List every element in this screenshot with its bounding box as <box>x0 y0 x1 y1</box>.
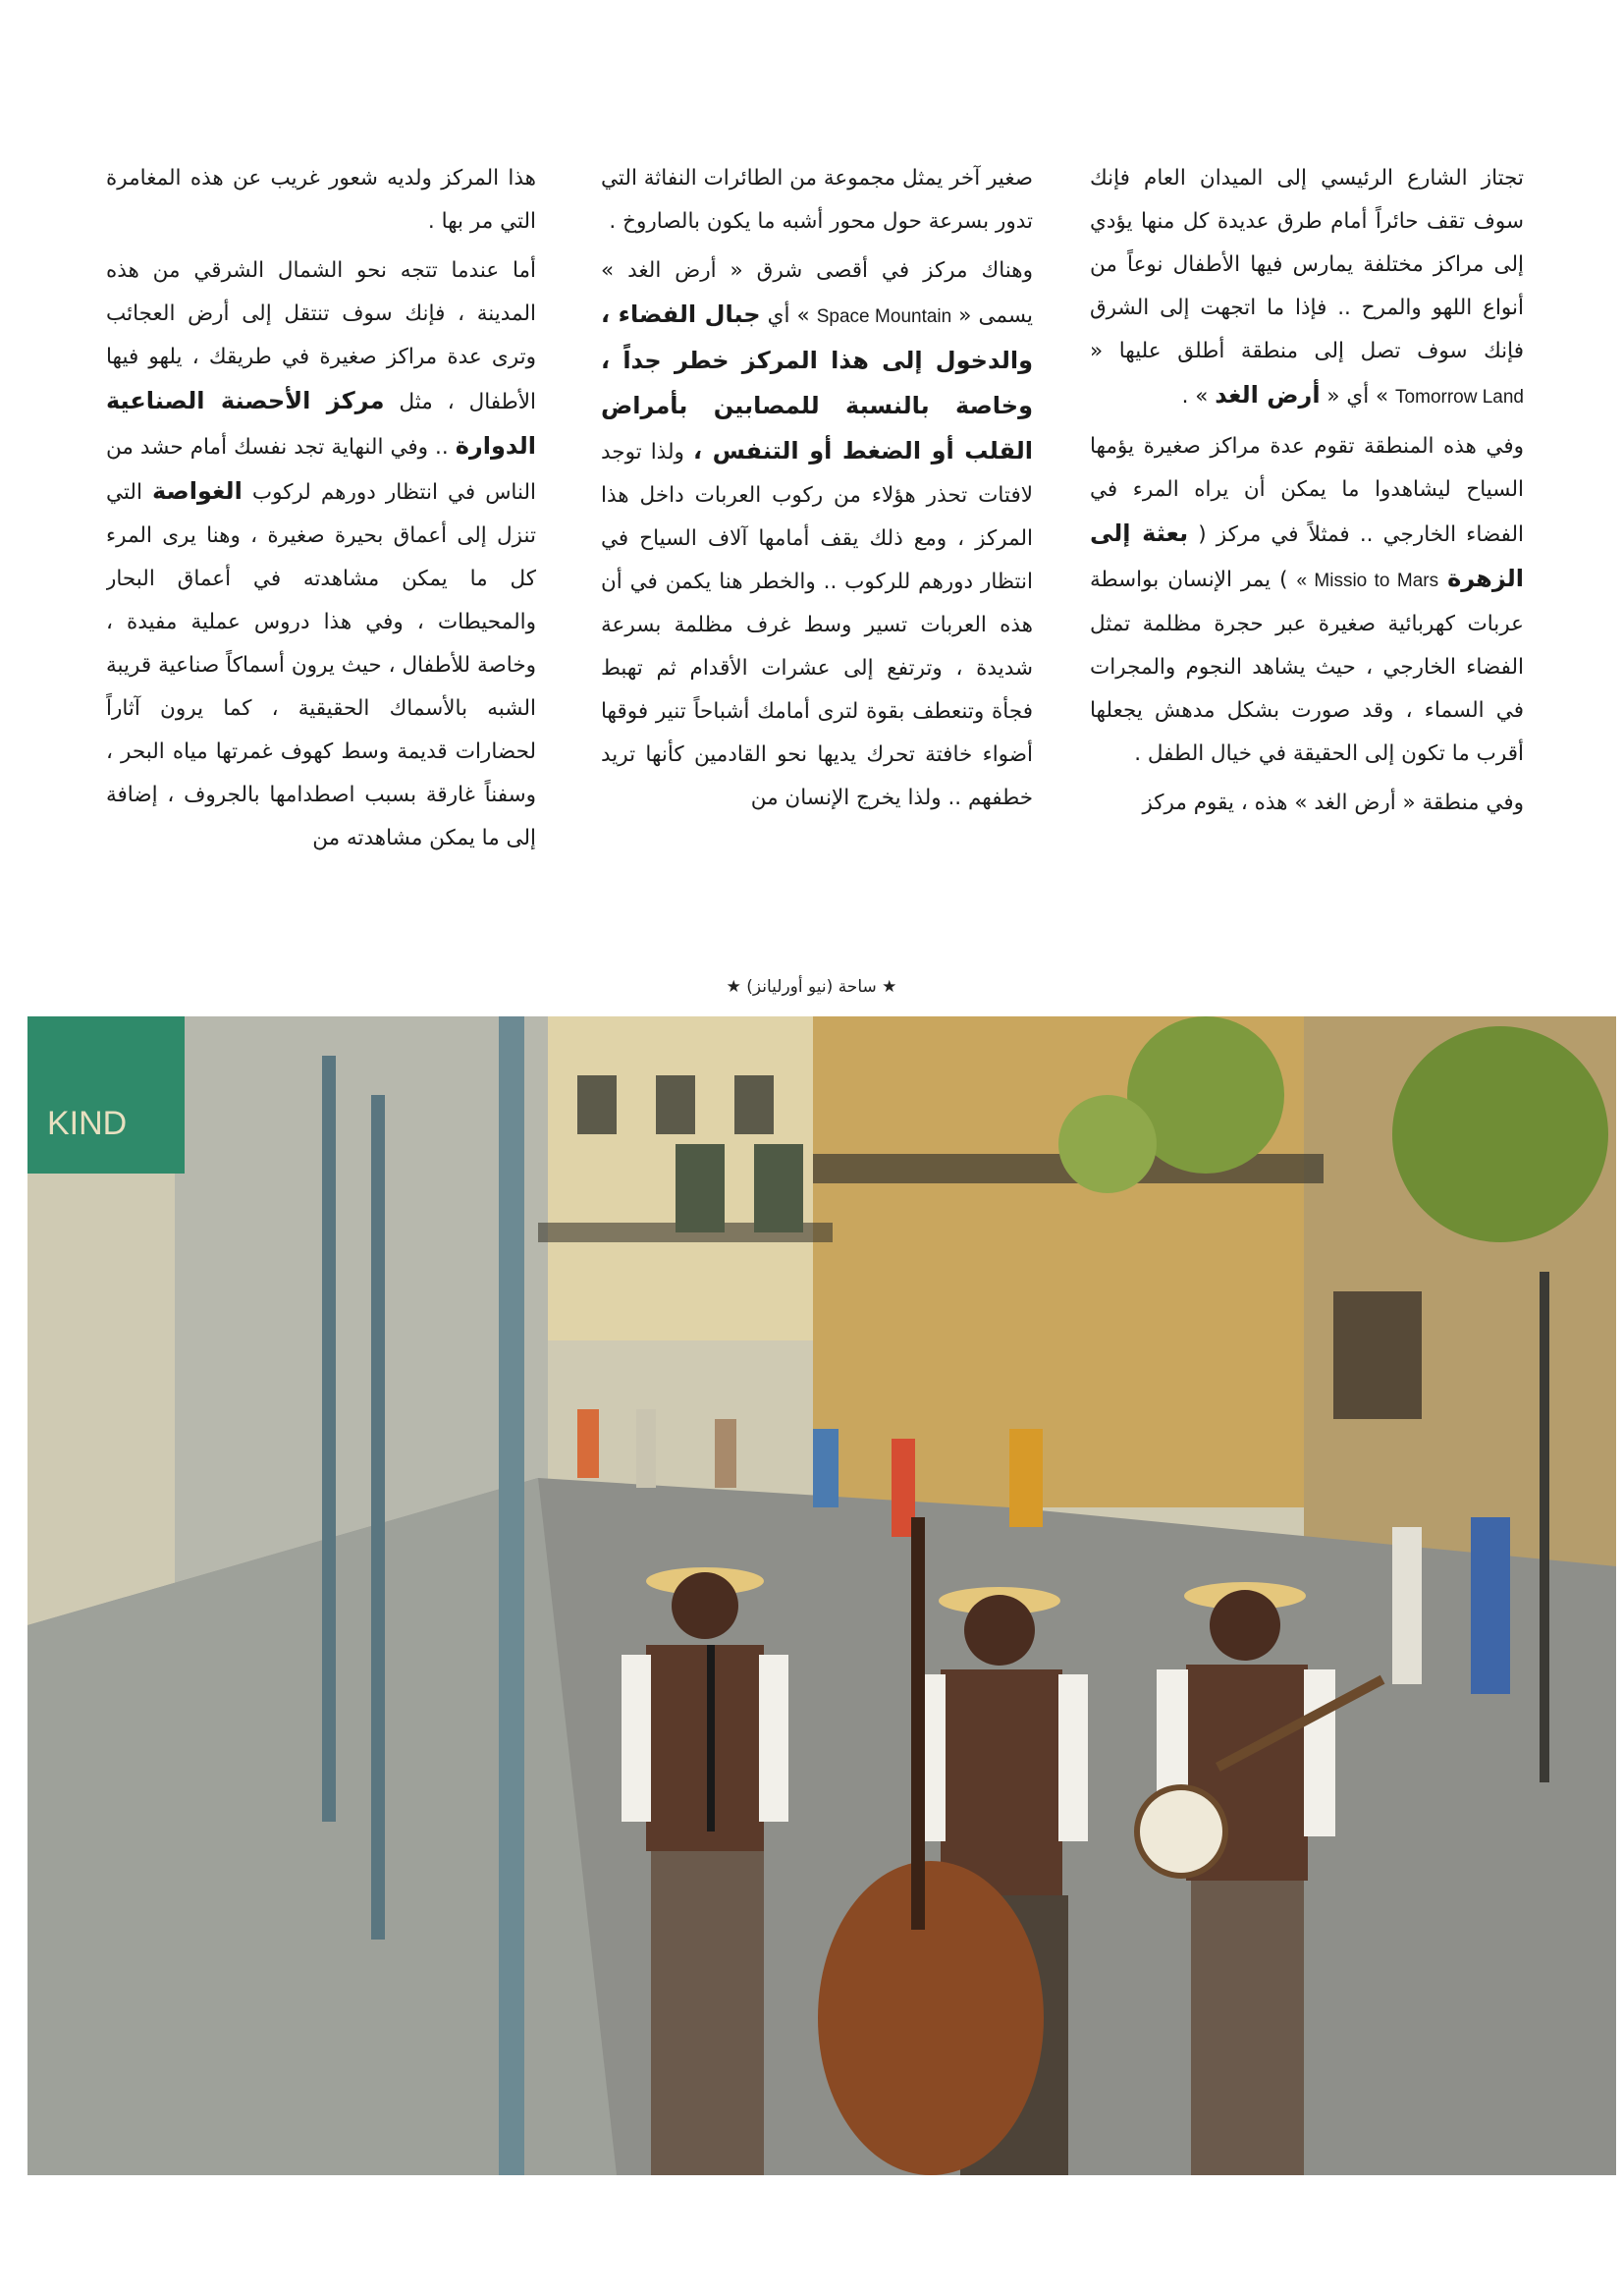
arched-door <box>1333 1291 1422 1419</box>
lamp-post <box>322 1056 336 1822</box>
photo-caption: ★ ساحة (نيو أورليانز) ★ <box>726 977 897 997</box>
bold-term: جبال الفضاء ، والدخول إلى هذا المركز خطر جداً ، وخاصة بالنسبة للمصابين بأمراض القلب أو الضغط أو التنفس ، <box>601 301 1033 465</box>
bold-term: أرض الغد <box>1215 381 1321 409</box>
double-bass <box>818 1861 1044 2175</box>
latin-term: Tomorrow Land <box>1395 387 1524 408</box>
bold-term: مركز الأحصنة الصناعية الدوارة <box>106 387 536 460</box>
sign-text: KIND <box>47 1105 128 1142</box>
text-run: وفي هذه المنطقة تقوم عدة مراكز صغيرة يؤمها السياح ليشاهدوا ما يمكن أن يراه المرء في الفضاء الخارجي .. فمثلاً في مركز ( <box>1090 434 1524 547</box>
paragraph <box>106 249 536 860</box>
text-column-middle <box>601 157 1033 962</box>
text-run: » أي <box>767 303 810 328</box>
text-run: وهناك مركز في أقصى شرق « أرض الغد » يسمى « <box>601 258 1033 328</box>
foliage <box>1392 1026 1608 1242</box>
text-run: أما عندما تتجه نحو الشمال الشرقي من هذه المدينة ، فإنك سوف تنتقل إلى أرض العجائب وترى عدة مراكز صغيرة في طريقك ، يلهو فيها الأطفال ، مثل <box>106 258 536 414</box>
lamp-post <box>499 1016 524 2175</box>
text-column-left <box>106 157 536 962</box>
paragraph <box>1090 157 1524 419</box>
window <box>754 1144 803 1232</box>
banjo <box>1137 1787 1225 1876</box>
text-run: تجتاز الشارع الرئيسي إلى الميدان العام فإنك سوف تقف حائراً أمام طرق عديدة كل منها يؤدي إلى مراكز مختلفة يمارس فيها الأطفال نوعاً من أنواع اللهو والمرح .. فإذا ما اتجهت إلى الشرق فإنك سوف تصل إلى منطقة أطلق عليها « <box>1090 166 1524 363</box>
foliage <box>1058 1095 1157 1193</box>
text-run: .. وفي النهاية تجد نفسك أمام حشد من الناس في انتظار دورهم لركوب <box>106 435 536 505</box>
lamp-post <box>1540 1272 1549 1782</box>
text-run: » أي « <box>1326 384 1389 409</box>
latin-term: « Missio to Mars <box>1296 571 1439 591</box>
text-run: التي تنزل إلى أعماق بحيرة صغيرة ، وهنا يرى المرء كل ما يمكن مشاهدته في أعماق البحار والمحيطات ، وفي هذا دروس عملية مفيدة ، وخاصة للأطفال ، حيث يرون أسماكاً صناعية قريبة الشبه بالأسماك الحقيقية ، كما يرون آثاراً لحضارات قديمة وسط كهوف غمرتها مياه البحر ، وسفناً غارقة بسبب اصطدامها بالجروف ، إضافة إلى ما يمكن مشاهدته من <box>106 480 536 850</box>
latin-term: Space Mountain <box>816 306 952 327</box>
green-sign <box>27 1016 185 1174</box>
text-run: ولذا توجد لافتات تحذر هؤلاء من ركوب العربات داخل هذا المركز ، ومع ذلك يقف أمامها آلاف السياح في انتظار دورهم للركوب .. والخطر هنا يكمن في أن هذه العربات تسير وسط غرف مظلمة بسرعة شديدة ، وترتفع إلى عشرات الأقدام ثم تهبط فجأة وتنعطف بقوة لترى أمامك أشباحاً تنير فوقها أضواء خافتة تحرك يديها نحو القادمين كأنها تريد خطفهم .. ولذا يخرج الإنسان من <box>601 440 1033 810</box>
bold-term: بعثة إلى الزهرة <box>1090 519 1524 592</box>
paragraph: وفي منطقة « أرض الغد » هذه ، يقوم مركز <box>1142 791 1524 815</box>
window <box>676 1144 725 1232</box>
paragraph <box>1090 425 1524 776</box>
window <box>656 1075 695 1134</box>
window <box>577 1075 617 1134</box>
bold-term: الغواصة <box>151 477 243 505</box>
street-band-photo <box>27 1016 1616 2175</box>
window <box>734 1075 774 1134</box>
paragraph <box>601 249 1033 820</box>
text-run: ) يمر الإنسان بواسطة عربات كهربائية صغيرة عبر حجرة مظلمة تمثل الفضاء الخارجي ، حيث يشاهد النجوم والمجرات في السماء ، وقد صورت بشكل مدهش يجعلها أقرب ما تكون إلى الحقيقة في خيال الطفل . <box>1090 568 1524 766</box>
text-run: » . <box>1181 384 1209 409</box>
text-column-right <box>1090 157 1524 962</box>
lamp-post <box>371 1095 385 1940</box>
photo-illustration <box>27 1016 1616 2175</box>
paragraph: هذا المركز ولديه شعور غريب عن هذه المغامرة التي مر بها . <box>106 166 536 234</box>
paragraph: صغير آخر يمثل مجموعة من الطائرات النفاثة التي تدور بسرعة حول محور أشبه ما يكون بالصاروخ . <box>601 166 1033 234</box>
